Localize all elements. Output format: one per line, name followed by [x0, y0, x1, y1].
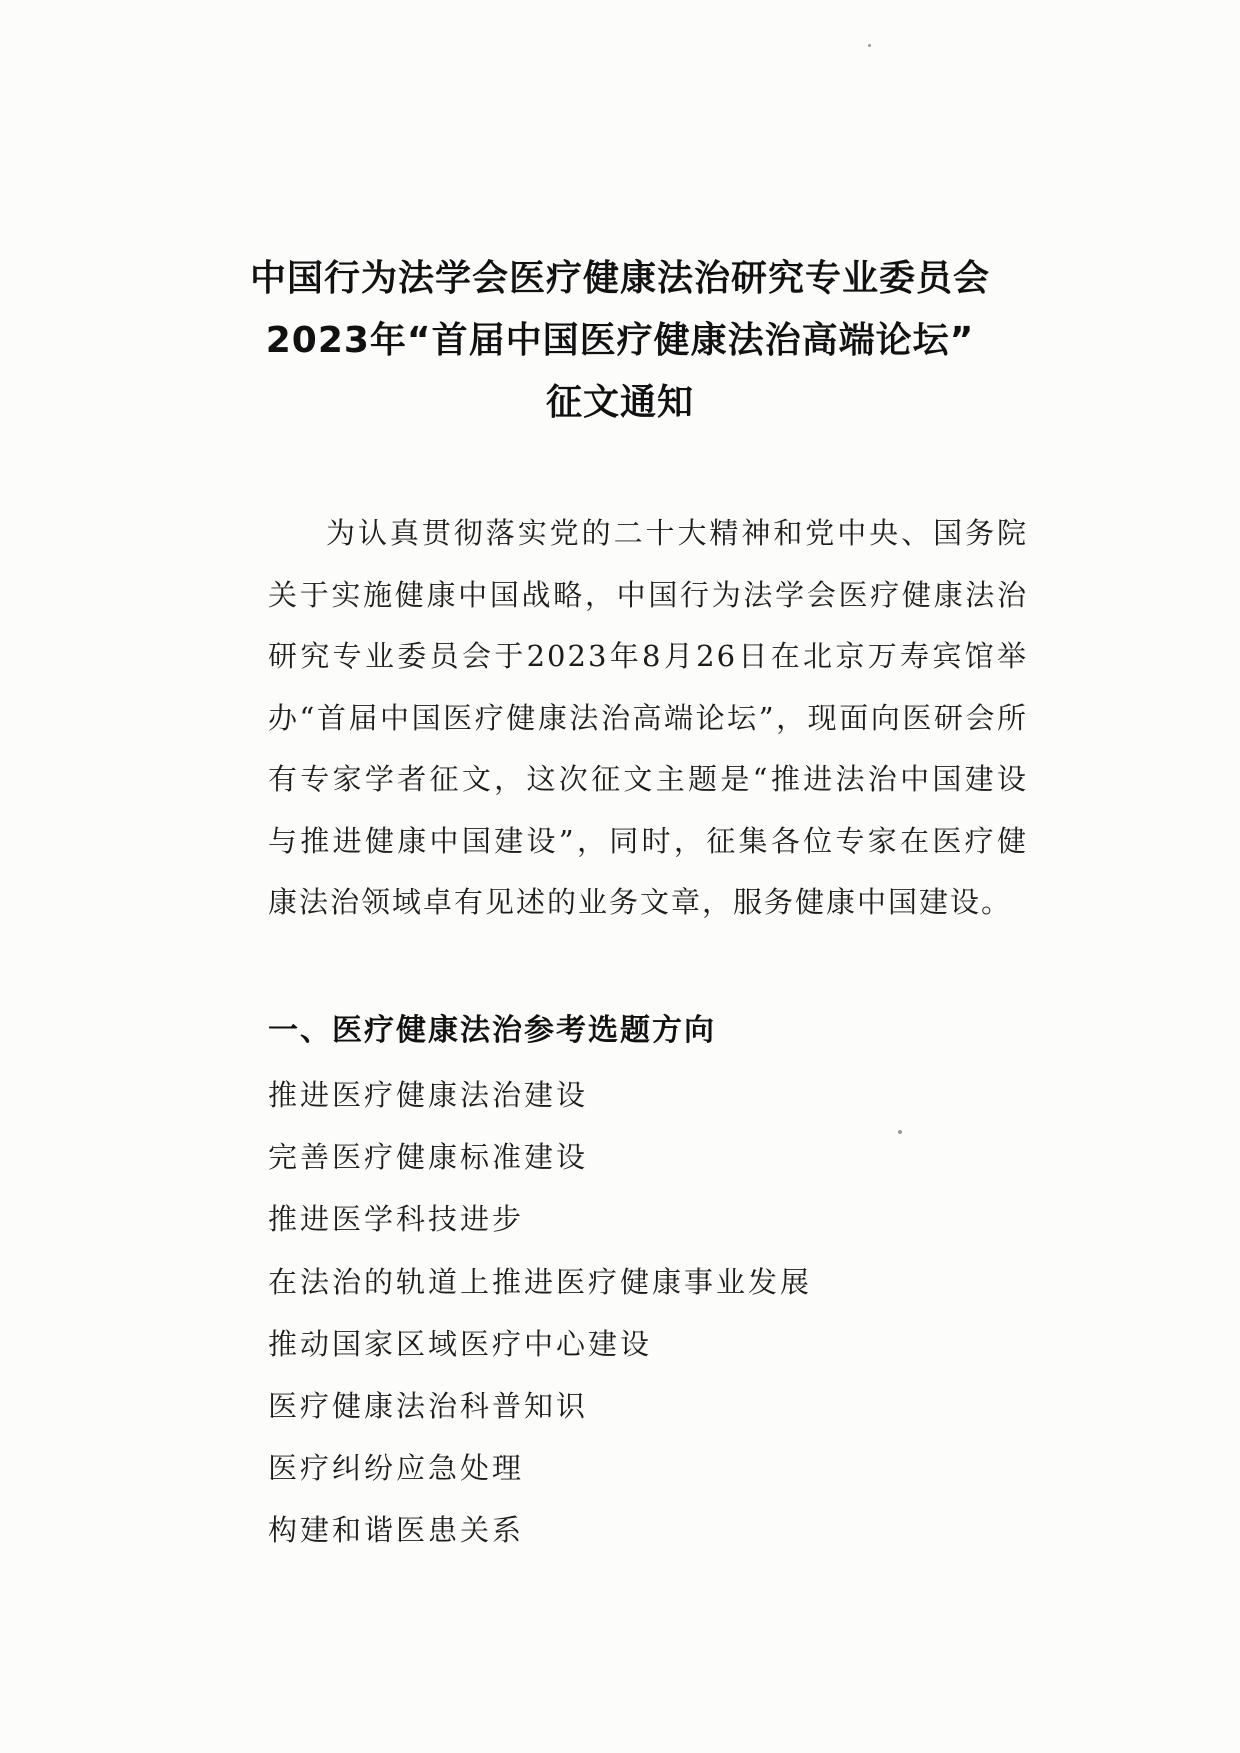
section-heading-topics: 一、医疗健康法治参考选题方向	[268, 1013, 716, 1048]
list-item: 推动国家区域医疗中心建设	[268, 1326, 653, 1361]
title-line-forum: 2023年“首届中国医疗健康法治高端论坛”	[265, 320, 975, 361]
list-item: 医疗纠纷应急处理	[268, 1451, 525, 1486]
list-item: 推进医学科技进步	[268, 1202, 525, 1237]
intro-paragraph: 为认真贯彻落实党的二十大精神和党中央、国务院关于实施健康中国战略，中国行为法学会医疗健康法治研究专业委员会于2023年8月26日在北京万寿宾馆举办“首届中国医疗健康法治高端论坛”，现面向医研会所有专家学者征文，这次征文主题是“推进法治中国建设与推进健康中国建设”，同时，征集各位专家在医疗健康法治领域卓有见述的业务文章，服务健康中国建设。	[268, 516, 1028, 919]
title-line-notice: 征文通知	[545, 382, 694, 423]
list-item: 构建和谐医患关系	[268, 1513, 525, 1548]
list-item: 完善医疗健康标准建设	[268, 1140, 589, 1175]
scan-speck	[898, 1130, 902, 1134]
list-item: 在法治的轨道上推进医疗健康事业发展	[268, 1264, 813, 1299]
list-item: 医疗健康法治科普知识	[268, 1389, 589, 1424]
topic-list	[268, 1064, 812, 1562]
document-title	[0, 248, 1240, 434]
list-item: 推进医疗健康法治建设	[268, 1078, 589, 1112]
title-line-organization: 中国行为法学会医疗健康法治研究专业委员会	[249, 258, 990, 299]
scan-speck	[868, 44, 871, 47]
